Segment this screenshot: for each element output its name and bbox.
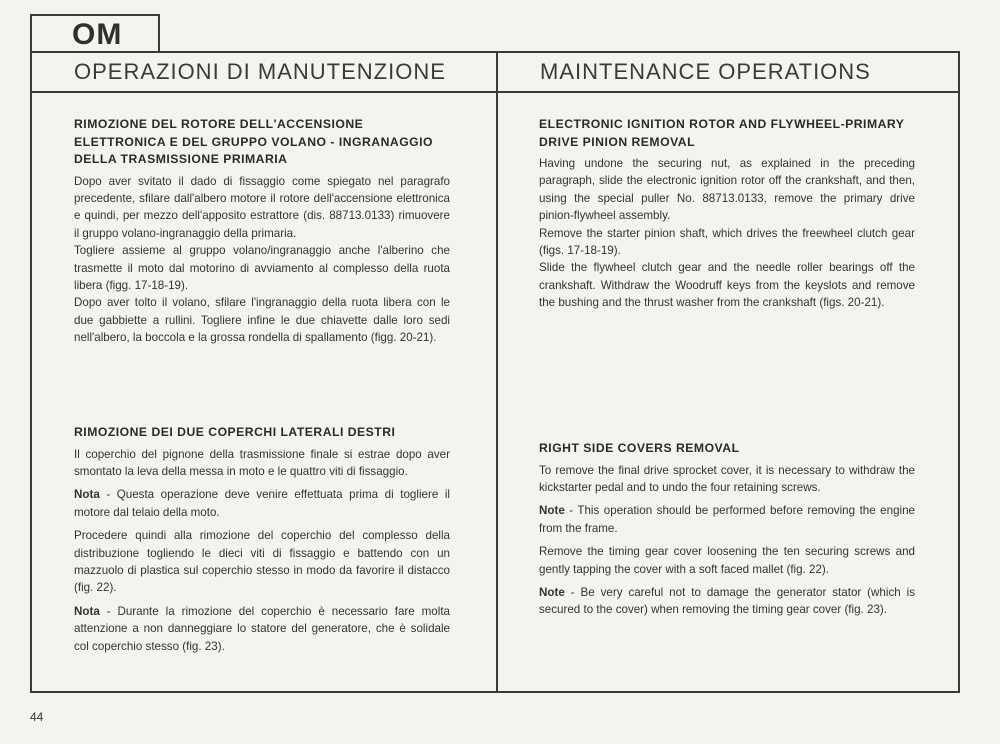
note-text: - Questa operazione deve venire effettuata prima di togliere il motore dal telaio della moto. xyxy=(74,488,450,519)
column-divider xyxy=(496,53,498,691)
italian-section-2 xyxy=(74,424,450,655)
english-section-1-paragraph: Slide the flywheel clutch gear and the needle roller bearings off the crankshaft. Withdraw the Woodruff keys from the keyslots and remove the bushing and the thrust washer from the crankshaft (figs. 20-21). xyxy=(539,261,915,310)
english-section-1-paragraph: Having undone the securing nut, as explained in the preceding paragraph, slide the electronic ignition rotor off the crankshaft, and then, using the special puller No. 88713.0133, remove the primary drive pinion-flywheel assembly. xyxy=(539,157,915,223)
italian-section-2-paragraph: Procedere quindi alla rimozione del coperchio del complesso della distribuzione togliendo le dieci viti di fissaggio e battendo con un mazzuolo di plastica sul coperchio stesso in modo da favorire il distacco (fig. 22). xyxy=(74,529,450,595)
italian-section-1 xyxy=(74,116,450,347)
italian-section-1-paragraph: Togliere assieme al gruppo volano/ingranaggio anche l'alberino che trasmette il moto dal motorino di avviamento al complesso della ruota libera (figg. 17-18-19). xyxy=(74,244,450,292)
header-italian: OPERAZIONI DI MANUTENZIONE xyxy=(74,59,446,84)
english-section-2-paragraph: Remove the timing gear cover loosening the ten securing screws and gently tapping the cover with a soft faced mallet (fig. 22). xyxy=(539,545,915,576)
note-label: Nota xyxy=(74,604,100,618)
english-section-2-title: RIGHT SIDE COVERS REMOVAL xyxy=(539,441,740,455)
note-label: Note xyxy=(539,504,565,518)
page-number: 44 xyxy=(30,710,44,724)
italian-section-1-paragraph: Dopo aver tolto il volano, sfilare l'ingranaggio della ruota libera con le due gabbiette a rullini. Togliere infine le due chiavette dalle loro sedi nell'albero, la boccola e la grossa rondella di spallamento (figg. 20-21). xyxy=(74,296,450,345)
italian-section-1-paragraph: Dopo aver svitato il dado di fissaggio come spiegato nel paragrafo precedente, sfilare dall'albero motore il rotore dell'accensione elettronica e quindi, per mezzo dell'apposito estrattore (dis. 88713.0133) rimuovere il gruppo volano-ingranaggio della primaria. xyxy=(74,174,450,240)
note-text: - This operation should be performed before removing the engine from the frame. xyxy=(539,504,915,535)
note-label: Nota xyxy=(74,488,100,502)
note-text: - Durante la rimozione del coperchio è necessario fare molta attenzione a non danneggiare lo statore del generatore, che è solidale col coperchio stesso (fig. 23). xyxy=(74,604,450,653)
italian-section-2-title: RIMOZIONE DEI DUE COPERCHI LATERALI DESTRI xyxy=(74,425,396,439)
note-text: - Be very careful not to damage the generator stator (which is secured to the cover) when removing the timing gear cover (fig. 23). xyxy=(539,585,915,617)
italian-section-1-title: RIMOZIONE DEL ROTORE DELL'ACCENSIONE ELETTRONICA E DEL GRUPPO VOLANO - INGRANAGGIO DELLA TRASMISSIONE PRIMARIA xyxy=(74,117,434,166)
english-section-1 xyxy=(539,116,915,312)
italian-section-2-paragraph: Il coperchio del pignone della trasmissione finale si estrae dopo aver smontato la leva della messa in moto e le quattro viti di fissaggio. xyxy=(74,447,450,478)
header-row xyxy=(32,53,958,93)
english-note-1 xyxy=(539,502,915,537)
section-tab-label: OM xyxy=(72,18,123,51)
note-label: Note xyxy=(539,585,565,599)
italian-note-2 xyxy=(74,603,450,655)
english-note-2 xyxy=(539,584,915,619)
header-english: MAINTENANCE OPERATIONS xyxy=(540,59,871,84)
italian-note-1 xyxy=(74,486,450,521)
english-section-2-paragraph: To remove the final drive sprocket cover, it is necessary to withdraw the kickstarter pedal and to undo the four retaining screws. xyxy=(539,463,915,494)
english-section-1-title: ELECTRONIC IGNITION ROTOR AND FLYWHEEL-PRIMARY DRIVE PINION REMOVAL xyxy=(539,117,905,149)
english-section-1-paragraph: Remove the starter pinion shaft, which drives the freewheel clutch gear (figs. 17-18-19). xyxy=(539,226,915,258)
section-tab xyxy=(30,14,160,52)
english-section-2 xyxy=(539,440,915,619)
